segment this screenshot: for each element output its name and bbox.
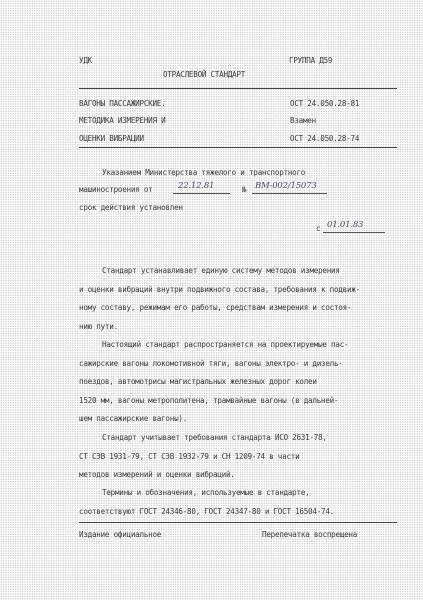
title-divider bbox=[79, 147, 397, 148]
valid-from-handwritten: 01.01.83 bbox=[327, 220, 364, 230]
footer-rule bbox=[79, 522, 397, 523]
paragraph-references bbox=[79, 429, 401, 485]
body-line: 1520 мм, вагоны метрополитена, трамвайные вагоны (в дальней- bbox=[79, 395, 339, 405]
group-label: ГРУППА Д59 bbox=[289, 56, 333, 65]
valid-from-underline bbox=[323, 232, 385, 233]
standard-type-heading: ОТРАСЛЕВОЙ СТАНДАРТ bbox=[163, 70, 246, 79]
reprint-prohibited-label: Перепечатка воспрещена bbox=[262, 530, 358, 539]
body-line: соответствуют ГОСТ 24346-80, ГОСТ 24347-80 и ГОСТ 16504-74. bbox=[79, 506, 334, 516]
body-line: Настоящий стандарт распространяется на проектируемые пас- bbox=[102, 340, 349, 349]
replaced-standard: ОСТ 24.050.28-74 bbox=[290, 134, 360, 143]
body-line: ному составу, режимам его работы, средствам измерения и состоя- bbox=[79, 303, 352, 313]
decree-number-sign: № bbox=[242, 185, 247, 194]
body-line: нию пути. bbox=[79, 321, 118, 331]
body-line: Термины и обозначения, используемые в стандарте, bbox=[102, 488, 310, 497]
udk-label: УДК bbox=[79, 56, 92, 65]
decree-line-3: срок действия установлен bbox=[79, 203, 183, 212]
decree-date-handwritten: 22.12.81 bbox=[178, 181, 215, 191]
body-line: СТ СЭВ 1931-79, СТ СЭВ 1932-79 и СН 1209-74 в части bbox=[79, 451, 300, 461]
title-line-1: ВАГОНЫ ПАССАЖИРСКИЕ. bbox=[79, 99, 166, 108]
body-line: методов измерений и оценки вибраций. bbox=[79, 470, 235, 480]
title-line-2: МЕТОДИКА ИЗМЕРЕНИЯ И bbox=[79, 116, 166, 125]
body-line: поездов, автомотрисы магистральных железных дорог колеи bbox=[79, 377, 317, 387]
paragraph-scope bbox=[79, 262, 401, 336]
decree-date-underline bbox=[173, 193, 230, 194]
replacement-label: Взамен bbox=[290, 116, 316, 125]
body-line: сажирские вагоны локомотивной тяги, вагоны электро- и дизель- bbox=[79, 358, 343, 368]
body-line: Стандарт учитывает требования стандарта ИСО 2631-78, bbox=[102, 433, 327, 442]
paragraph-terms bbox=[79, 484, 401, 521]
body-line: шем пассажирские вагоны). bbox=[79, 414, 188, 424]
decree-line-2-prefix: машиностроения от bbox=[79, 185, 153, 194]
body-line: Стандарт устанавливает единую систему методов измерения bbox=[102, 266, 340, 275]
decree-number-underline bbox=[252, 193, 327, 194]
valid-from-prefix: с bbox=[316, 224, 321, 233]
body-line: и оценки вибраций внутри подвижного состава, требования к подвиж- bbox=[79, 284, 360, 294]
title-line-3: ОЦЕНКИ ВИБРАЦИИ bbox=[79, 134, 144, 143]
top-rule bbox=[79, 88, 397, 89]
paragraph-applicability bbox=[79, 336, 401, 429]
standard-number: ОСТ 24.050.28-81 bbox=[290, 99, 360, 108]
decree-line-1: Указанием Министерства тяжелого и транспортного bbox=[102, 168, 306, 177]
official-edition-label: Издание официальное bbox=[79, 530, 162, 539]
decree-number-handwritten: ВМ-002/15073 bbox=[255, 181, 317, 191]
